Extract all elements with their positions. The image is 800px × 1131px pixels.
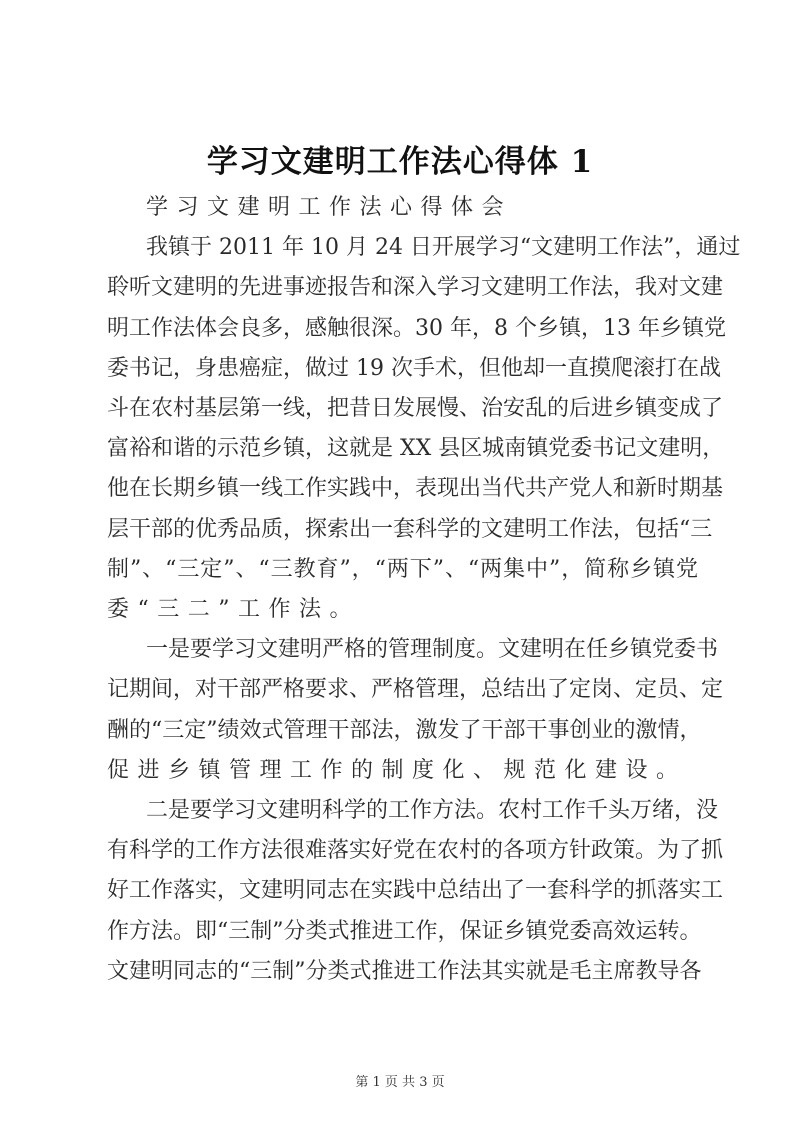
- text-line: 明工作法体会良多，感触很深。30 年，8 个乡镇，13 年乡镇党: [107, 315, 726, 341]
- text-line: 聆听文建明的先进事迹报告和深入学习文建明工作法，我对文建: [107, 275, 724, 301]
- text-line: 记期间，对干部严格要求、严格管理，总结出了定岗、定员、定: [107, 677, 724, 703]
- text-line: 他在长期乡镇一线工作实践中，表现出当代共产党人和新时期基: [107, 476, 724, 502]
- text-line: 委“三二”工作法。: [107, 597, 360, 622]
- text-line: 我镇于 2011 年 10 月 24 日开展学习“文建明工作法”，通过: [146, 235, 741, 261]
- text-line: 委书记，身患癌症，做过 19 次手术，但他却一直摸爬滚打在战: [107, 355, 721, 381]
- text-line: 制”、“三定”、“三教育”，“两下”、“两集中”，简称乡镇党: [107, 556, 699, 582]
- text-line: 学习文建明工作法心得体会: [146, 195, 513, 220]
- page-footer: 第 1 页 共 3 页: [355, 1075, 445, 1090]
- text-line: 作方法。即“三制”分类式推进工作，保证乡镇党委高效运转。: [107, 918, 702, 944]
- text-line: 富裕和谐的示范乡镇，这就是 XX 县区城南镇党委书记文建明，: [107, 436, 725, 462]
- text-line: 文建明同志的“三制”分类式推进工作法其实就是毛主席教导各: [107, 958, 702, 984]
- text-line: 斗在农村基层第一线，把昔日发展慢、治安乱的后进乡镇变成了: [107, 396, 724, 421]
- text-line: 有科学的工作方法很难落实好党在农村的各项方针政策。为了抓: [107, 838, 724, 864]
- text-line: 促进乡镇管理工作的制度化、规范化建设。: [107, 757, 687, 783]
- text-line: 好工作落实，文建明同志在实践中总结出了一套科学的抓落实工: [107, 878, 724, 904]
- document-title: 学习文建明工作法心得体 1: [206, 144, 594, 180]
- text-line: 二是要学习文建明科学的工作方法。农村工作千头万绪，没: [146, 798, 719, 823]
- text-line: 层干部的优秀品质，探索出一套科学的文建明工作法，包括“三: [107, 516, 713, 542]
- text-line: 一是要学习文建明严格的管理制度。文建明在任乡镇党委书: [146, 637, 719, 663]
- text-line: 酬的“三定”绩效式管理干部法，激发了干部干事创业的激情，: [107, 717, 702, 743]
